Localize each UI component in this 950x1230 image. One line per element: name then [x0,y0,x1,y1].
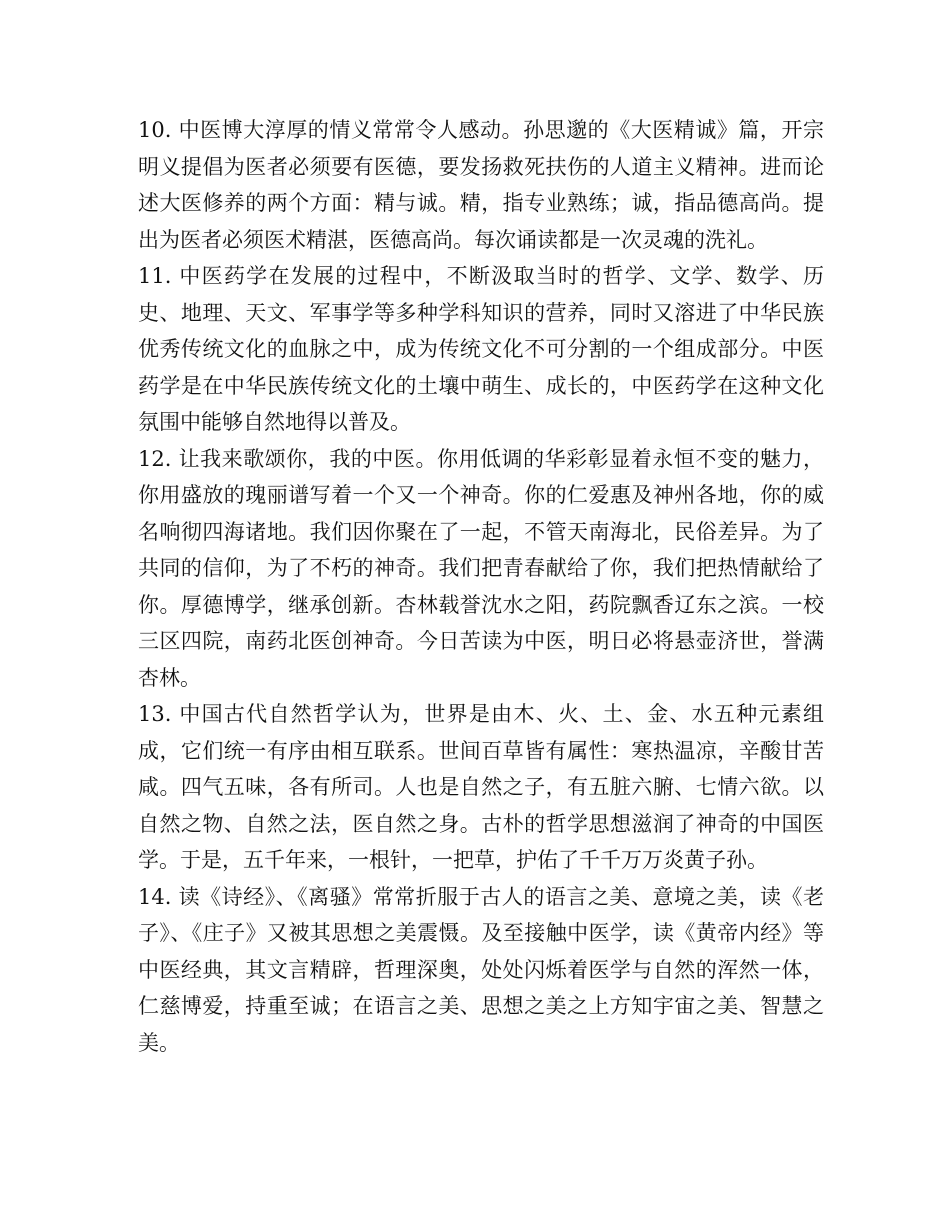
paragraph-12: 12. 让我来歌颂你，我的中医。你用低调的华彩彰显着永恒不变的魅力，你用盛放的瑰丽谱写着一个又一个神奇。你的仁爱惠及神州各地，你的威名响彻四海诸地。我们因你聚在了一起，不管天南海北，民俗差异。为了共同的信仰，为了不朽的神奇。我们把青春献给了你，我们把热情献给了你。厚德博学，继承创新。杏林载誉沈水之阳，药院飘香辽东之滨。一校三区四院，南药北医创神奇。今日苦读为中医，明日必将悬壶济世，誉满杏林。 [138,446,824,690]
document-body [138,112,824,1061]
paragraph-14: 14. 读《诗经》、《离骚》常常折服于古人的语言之美、意境之美，读《老子》、《庄子》又被其思想之美震慑。及至接触中医学，读《黄帝内经》等中医经典，其文言精辟，哲理深奥，处处闪烁着医学与自然的浑然一体，仁慈博爱，持重至诚；在语言之美、思想之美之上方知宇宙之美、智慧之美。 [138,884,824,1055]
paragraph-11: 11. 中医药学在发展的过程中，不断汲取当时的哲学、文学、数学、历史、地理、天文、军事学等多种学科知识的营养，同时又溶进了中华民族优秀传统文化的血脉之中，成为传统文化不可分割的一个组成部分。中医药学是在中华民族传统文化的土壤中萌生、成长的，中医药学在这种文化氛围中能够自然地得以普及。 [138,264,824,434]
paragraph-13: 13. 中国古代自然哲学认为，世界是由木、火、土、金、水五种元素组成，它们统一有序由相互联系。世间百草皆有属性：寒热温凉，辛酸甘苦咸。四气五味，各有所司。人也是自然之子，有五脏六腑、七情六欲。以自然之物、自然之法，医自然之身。古朴的哲学思想滋润了神奇的中国医学。于是，五千年来，一根针，一把草，护佑了千千万万炎黄子孙。 [138,702,824,872]
paragraph-10: 10. 中医博大淳厚的情义常常令人感动。孙思邈的《大医精诚》篇，开宗明义提倡为医者必须要有医德，要发扬救死扶伤的人道主义精神。进而论述大医修养的两个方面：精与诚。精，指专业熟练；诚，指品德高尚。提出为医者必须医术精湛，医德高尚。每次诵读都是一次灵魂的洗礼。 [138,118,824,252]
